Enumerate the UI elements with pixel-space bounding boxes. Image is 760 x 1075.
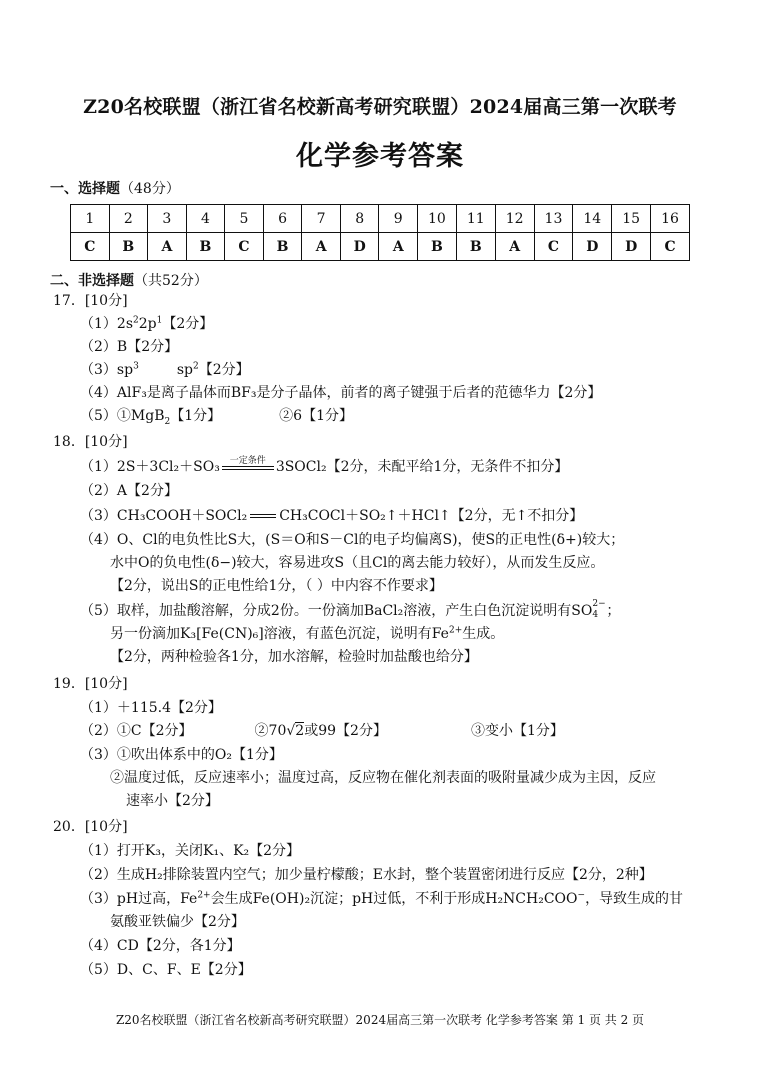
answer-cell: A — [379, 233, 418, 261]
answer-text: 2s — [116, 316, 134, 332]
q20-part2 — [80, 866, 653, 884]
part-number: （1） — [80, 843, 117, 859]
q18-part4-line2: 水中O的负电性(δ−)较大，容易进攻S（且Cl的离去能力较好），从而发生反应。 — [110, 555, 605, 571]
answer-text: ，导致生成的甘 — [585, 891, 684, 907]
answer-text: 取样，加盐酸溶解，分成2份。一份滴加BaCl₂溶液，产生白色沉淀说明有SO — [116, 603, 593, 619]
part-number: （3） — [80, 891, 117, 907]
question-17-heading: 17．[10分] — [53, 293, 128, 309]
question-number: 14 — [573, 205, 612, 233]
answer-text: ③变小【1分】 — [470, 723, 564, 739]
part-number: （4） — [80, 385, 117, 401]
question-number: 8 — [340, 205, 379, 233]
question-number: 4 — [186, 205, 225, 233]
part-number: （3） — [80, 747, 117, 763]
answer-cell: C — [534, 233, 573, 261]
question-number: 5 — [225, 205, 264, 233]
answer-cell: C — [225, 233, 264, 261]
section-label: 一、选择题 — [50, 181, 120, 197]
q20-part1 — [80, 842, 300, 860]
q18-part1 — [80, 458, 568, 476]
part-number: （3） — [80, 508, 117, 524]
answer-text: 生成。 — [462, 626, 505, 642]
answer-text: ； — [606, 603, 621, 619]
equation-reactants: CH₃COOH＋SOCl₂ — [116, 508, 248, 524]
answer-cell: A — [148, 233, 187, 261]
answer-text: O、Cl的电负性比S大，(S＝O和S－Cl的电子均偏离S)，使S的正电性(δ+)较大； — [116, 532, 625, 548]
sqrt-icon: √ — [286, 723, 296, 739]
answer-cell: B — [263, 233, 302, 261]
question-number: 9 — [379, 205, 418, 233]
q20-part3-line2: 氨酸亚铁偏少【2分】 — [110, 914, 245, 930]
part-number: （1） — [80, 316, 117, 332]
page-title: Z20名校联盟（浙江省名校新高考研究联盟）2024届高三第一次联考 — [83, 96, 677, 118]
answer-text: 打开K₃，关闭K₁、K₂【2分】 — [116, 843, 301, 859]
part-number: （1） — [80, 700, 117, 716]
answer-text: 生成H₂排除装置内空气；加少量柠檬酸；E水封，整个装置密闭进行反应【2分，2种】 — [116, 867, 653, 883]
question-number: 16 — [651, 205, 690, 233]
answer-text: 会生成Fe(OH)₂沉淀；pH过低，不利于形成H₂NCH₂COO — [210, 891, 578, 907]
q20-part3-line1 — [80, 890, 683, 908]
q20-part4 — [80, 937, 241, 955]
superscript: 2 — [192, 361, 199, 372]
answer-cell: B — [186, 233, 225, 261]
question-number: 1 — [71, 205, 110, 233]
answer-text: AlF₃是离子晶体而BF₃是分子晶体，前者的离子键强于后者的范德华力【2分】 — [116, 385, 602, 401]
q18-part3 — [80, 507, 583, 525]
answer-text: sp — [176, 362, 193, 378]
score-note: 【1分】 — [170, 408, 222, 424]
q17-part2 — [80, 338, 178, 356]
q18-part5-line2 — [110, 625, 504, 643]
q17-part5 — [80, 407, 353, 425]
question-number: 3 — [148, 205, 187, 233]
q17-part3 — [80, 361, 250, 379]
condition-arrow — [222, 456, 274, 470]
question-number: 2 — [109, 205, 148, 233]
score-note: 【2分，未配平给1分，无条件不扣分】 — [326, 459, 569, 475]
section-score: （48分） — [120, 181, 180, 197]
answer-text: ①MgB — [116, 408, 165, 424]
superscript: 2 — [133, 315, 139, 326]
section-label: 二、非选择题 — [50, 273, 134, 289]
answer-cell: A — [495, 233, 534, 261]
answer-text: D、C、F、E【2分】 — [116, 962, 252, 978]
q18-part5-note: 【2分，两种检验各1分，加水溶解，检验时加盐酸也给分】 — [110, 649, 478, 665]
part-number: （3） — [80, 362, 117, 378]
superscript: 1 — [156, 315, 163, 326]
question-20-heading: 20．[10分] — [53, 819, 128, 835]
score-note: 【2分，无↑不扣分】 — [450, 508, 584, 524]
answer-text: ①C【2分】 — [116, 723, 193, 739]
equation-products: CH₃COCl＋SO₂↑＋HCl↑ — [279, 508, 451, 524]
answer-text: 另一份滴加K₃[Fe(CN)₆]溶液，有蓝色沉淀，说明有Fe — [110, 626, 449, 642]
reaction-condition: 一定条件 — [229, 456, 266, 466]
q19-part1 — [80, 699, 222, 717]
section-multiple-choice — [50, 178, 180, 198]
answer-text: ＋115.4【2分】 — [116, 700, 222, 716]
part-number: （5） — [80, 962, 117, 978]
superscript: 3 — [133, 361, 139, 372]
answer-cell: B — [456, 233, 495, 261]
q20-part5 — [80, 961, 252, 979]
part-number: （1） — [80, 459, 117, 475]
answer-cell: D — [612, 233, 651, 261]
part-number: （2） — [80, 723, 117, 739]
answer-text: ②70 — [254, 723, 287, 739]
answer-cell: D — [573, 233, 612, 261]
question-number: 12 — [495, 205, 534, 233]
answer-cell: C — [651, 233, 690, 261]
answer-text: ②6【1分】 — [279, 408, 353, 424]
equation-products: 3SOCl₂ — [275, 459, 327, 475]
superscript: − — [577, 890, 586, 901]
answer-text: CD【2分，各1分】 — [116, 938, 241, 954]
q19-part3 — [80, 746, 283, 764]
q19-part3-line2: ②温度过低，反应速率小；温度过高，反应物在催化剂表面的吸附量减少成为主因，反应 — [110, 770, 656, 786]
q17-part4 — [80, 384, 601, 402]
radicand: 2 — [295, 723, 305, 739]
q18-part4-line1 — [80, 531, 624, 549]
answer-cell: A — [302, 233, 341, 261]
answer-text: 或99【2分】 — [304, 723, 387, 739]
q17-part1 — [80, 315, 213, 333]
part-number: （2） — [80, 339, 117, 355]
answer-cell: B — [418, 233, 457, 261]
answer-text: 2p — [138, 316, 157, 332]
answer-text: A【2分】 — [116, 483, 178, 499]
question-number: 15 — [612, 205, 651, 233]
answer-cell: C — [71, 233, 110, 261]
part-number: （2） — [80, 867, 117, 883]
part-number: （5） — [80, 408, 117, 424]
q18-part4-note: 【2分，说出S的正电性给1分，（ ）中内容不作要求】 — [110, 578, 443, 594]
answer-text: ①吹出体系中的O₂【1分】 — [116, 747, 283, 763]
superscript: 2+ — [448, 625, 463, 636]
answer-text: sp — [116, 362, 134, 378]
question-number: 7 — [302, 205, 341, 233]
part-number: （4） — [80, 938, 117, 954]
answer-row — [71, 233, 690, 261]
question-number: 11 — [456, 205, 495, 233]
answer-table — [70, 204, 690, 261]
question-number: 13 — [534, 205, 573, 233]
q18-part5-line1: （5）取样，加盐酸溶解，分成2份。一份滴加BaCl₂溶液，产生白色沉淀说明有SO 2− 4 ； — [80, 599, 621, 620]
part-number: （5） — [80, 603, 117, 619]
q19-part3-line3: 速率小【2分】 — [126, 793, 219, 809]
answer-text: B【2分】 — [116, 339, 179, 355]
q19-part2 — [80, 722, 564, 740]
section-score: （共52分） — [134, 273, 208, 289]
part-number: （2） — [80, 483, 117, 499]
equals-sign — [250, 514, 276, 518]
answer-cell: B — [109, 233, 148, 261]
question-number: 10 — [418, 205, 457, 233]
question-18-heading: 18．[10分] — [53, 434, 128, 450]
score-note: 【2分】 — [162, 316, 214, 332]
answer-text: pH过高，Fe — [116, 891, 198, 907]
page-footer: Z20名校联盟（浙江省名校新高考研究联盟）2024届高三第一次联考 化学参考答案 第 1 页 共 2 页 — [115, 1013, 645, 1027]
subscript: 2 — [164, 416, 171, 427]
question-number: 6 — [263, 205, 302, 233]
equation-reactants: 2S＋3Cl₂＋SO₃ — [116, 459, 220, 475]
page-subtitle: 化学参考答案 — [296, 141, 464, 172]
superscript: 2+ — [197, 890, 211, 901]
answer-cell: D — [340, 233, 379, 261]
score-note: 【2分】 — [198, 362, 250, 378]
section-free-response — [50, 270, 208, 290]
part-number: （4） — [80, 532, 117, 548]
question-19-heading: 19．[10分] — [53, 676, 128, 692]
question-number-row — [71, 205, 690, 233]
q18-part2 — [80, 482, 178, 500]
